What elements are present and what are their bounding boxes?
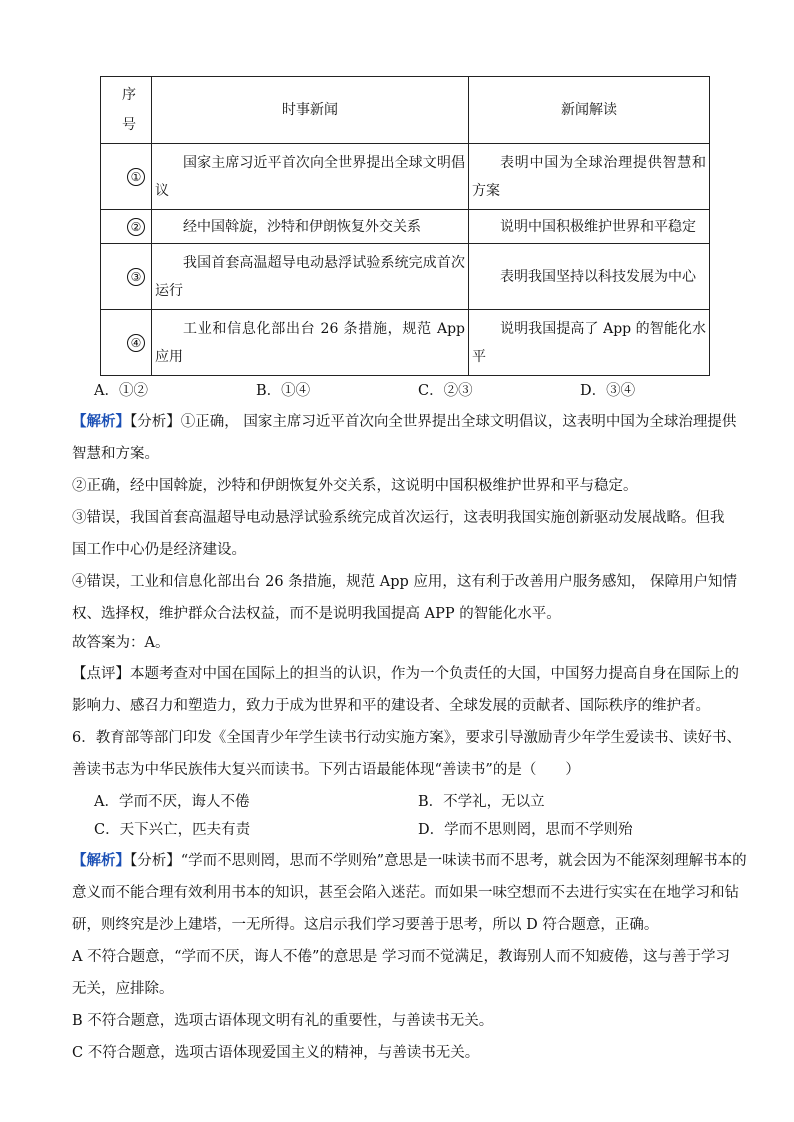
- q6-option-b: B．不学礼，无以立: [418, 794, 545, 810]
- table-header-row: [101, 77, 710, 144]
- q5-analysis-line: ③错误，我国首套高温超导电动悬浮试验系统完成首次运行，这表明我国实施创新驱动发展战略。但我: [72, 510, 725, 526]
- q6-option-a: A．学而不厌，诲人不倦: [94, 794, 250, 810]
- header-reading: 新闻解读: [469, 77, 710, 144]
- row-news: 我国首套高温超导电动悬浮试验系统完成首次运行: [155, 254, 465, 299]
- q5-option-b: B．①④: [256, 383, 311, 399]
- q6-stem-line: 善读书志为中华民族伟大复兴而读书。下列古语最能体现“善读书”的是（ ）: [72, 762, 580, 778]
- row-index: ①: [127, 168, 145, 186]
- header-news: 时事新闻: [152, 77, 469, 144]
- q5-option-a: A．①②: [94, 383, 148, 399]
- row-news: 国家主席习近平首次向全世界提出全球文明倡议: [155, 154, 465, 199]
- q5-analysis-line: 【解析】【分析】①正确， 国家主席习近平首次向全世界提出全球文明倡议，这表明中国为全球治理提供: [72, 413, 737, 430]
- row-news: 工业和信息化部出台 26 条措施，规范 App 应用: [155, 320, 465, 365]
- q6-option-d: D．学而不思则罔，思而不学则殆: [418, 822, 633, 838]
- q5-analysis-line: 智慧和方案。: [72, 446, 159, 462]
- table-row: [101, 144, 710, 210]
- q5-analysis-line: 国工作中心仍是经济建设。: [72, 542, 246, 558]
- row-reading: 表明我国坚持以科技发展为中心: [500, 268, 696, 285]
- q5-option-c: C．②③: [418, 383, 473, 399]
- q5-comment-line: 【点评】本题考查对中国在国际上的担当的认识，作为一个负责任的大国，中国努力提高自身在国际上的: [72, 666, 739, 682]
- q5-analysis-line: ④错误，工业和信息化部出台 26 条措施，规范 App 应用，这有利于改善用户服务感知， 保障用户知情: [72, 574, 738, 590]
- q6-analysis-line: 意义而不能合理有效利用书本的知识，甚至会陷入迷茫。而如果一味空想而不去进行实实在在地学习和钻: [72, 885, 739, 901]
- q6-analysis-line: A 不符合题意，“学而不厌，诲人不倦”的意思是 学习而不觉满足，教诲别人而不知疲倦，这与善于学习: [72, 949, 731, 965]
- q5-option-d: D．③④: [580, 383, 636, 399]
- analysis-tag: 【解析】: [72, 413, 130, 430]
- row-reading: 说明我国提高了 App 的智能化水平: [472, 320, 706, 365]
- analysis-tag: 【解析】: [72, 852, 130, 869]
- q5-comment-line: 影响力、感召力和塑造力，致力于成为世界和平的建设者、全球发展的贡献者、国际秩序的维护者。: [72, 698, 710, 714]
- q5-analysis-line: ②正确，经中国斡旋，沙特和伊朗恢复外交关系，这说明中国积极维护世界和平与稳定。: [72, 478, 638, 494]
- header-index-cell: [101, 77, 152, 144]
- news-table: [100, 76, 710, 376]
- table-row: [101, 310, 710, 376]
- table-row: [101, 244, 710, 310]
- header-index-2: 号: [122, 117, 136, 133]
- q6-analysis-line: C 不符合题意，选项古语体现爱国主义的精神，与善读书无关。: [72, 1045, 480, 1061]
- row-news: 经中国斡旋，沙特和伊朗恢复外交关系: [183, 218, 421, 235]
- q6-stem-line: 6．教育部等部门印发《全国青少年学生读书行动实施方案》，要求引导激励青少年学生爱读书、读好书、: [72, 730, 741, 746]
- table-row: [101, 210, 710, 244]
- q6-analysis-line: 无关，应排除。: [72, 981, 174, 997]
- row-reading: 表明中国为全球治理提供智慧和方案: [472, 154, 706, 199]
- q6-analysis-line: 研，则终究是沙上建塔，一无所得。这启示我们学习要善于思考，所以 D 符合题意，正确。: [72, 917, 659, 933]
- row-reading: 说明中国积极维护世界和平稳定: [500, 218, 696, 235]
- q6-analysis-line: 【解析】【分析】“学而不思则罔，思而不学则殆”意思是一味读书而不思考，就会因为不能深刻理解书本的: [72, 852, 747, 869]
- q5-analysis-line: 权、选择权，维护群众合法权益，而不是说明我国提高 APP 的智能化水平。: [72, 606, 561, 622]
- row-index: ④: [127, 334, 145, 352]
- row-index: ③: [127, 268, 145, 286]
- header-index-1: 序: [122, 87, 136, 103]
- q6-analysis-line: B 不符合题意，选项古语体现文明有礼的重要性，与善读书无关。: [72, 1013, 494, 1029]
- row-index: ②: [127, 218, 145, 236]
- q5-answer-line: 故答案为：A。: [72, 635, 170, 651]
- q6-option-c: C．天下兴亡，匹夫有责: [94, 822, 251, 838]
